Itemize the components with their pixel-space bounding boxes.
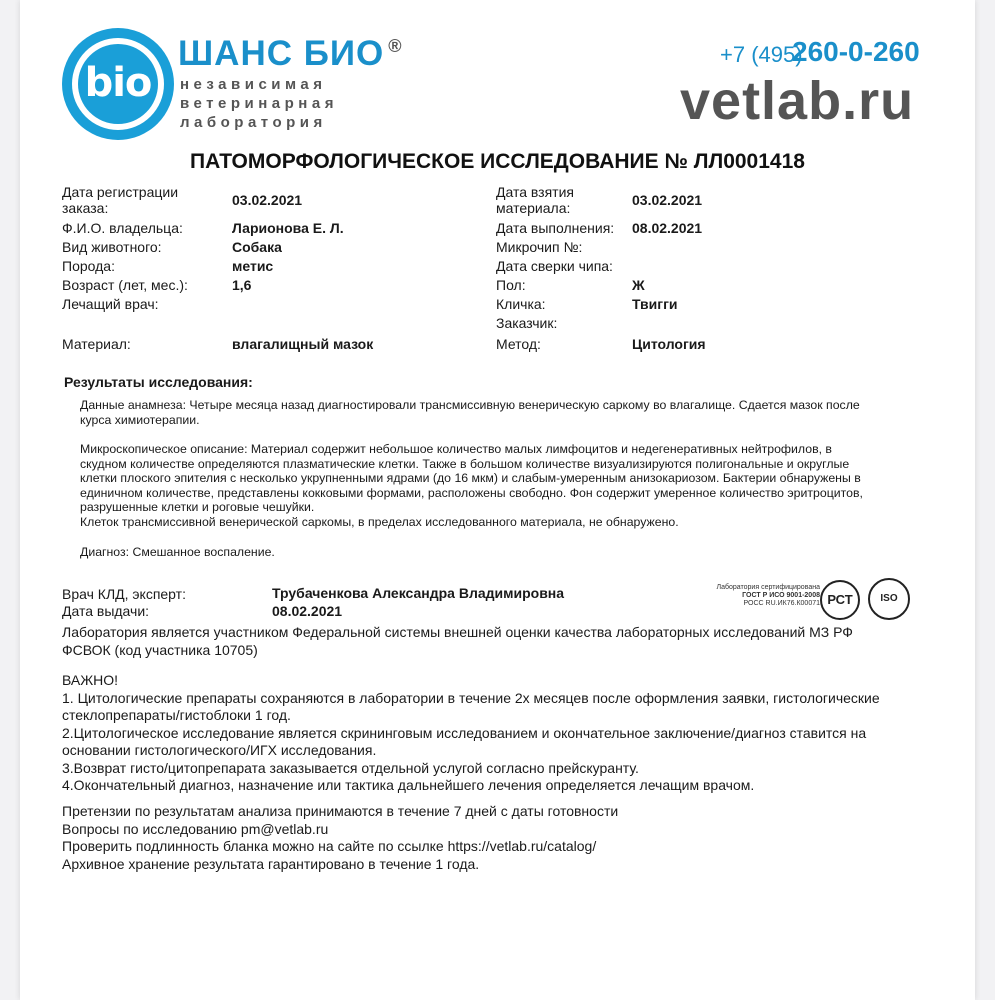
field-value-age: 1,6 xyxy=(232,277,252,293)
pct-certification-icon: РСТ xyxy=(820,580,860,620)
field-value-method: Цитология xyxy=(632,336,706,352)
field-label-sex: Пол: xyxy=(496,277,526,293)
document-sheet xyxy=(20,0,975,1000)
expert-name: Трубаченкова Александра Владимировна xyxy=(272,585,565,601)
important-heading: ВАЖНО! xyxy=(62,672,119,688)
document-title: ПАТОМОРФОЛОГИЧЕСКОЕ ИССЛЕДОВАНИЕ № ЛЛ0001418 xyxy=(190,150,805,173)
field-value-completion-date: 08.02.2021 xyxy=(632,220,703,236)
expert-label: Врач КЛД, эксперт: xyxy=(62,586,186,602)
field-label-customer: Заказчик: xyxy=(496,315,558,331)
anamnesis-paragraph: Данные анамнеза: Четыре месяца назад диагностировали трансмиссивную венерическую саркому во влагалище. Сдается мазок после курса химиотерапии. xyxy=(80,398,860,427)
field-label-chip-check-date: Дата сверки чипа: xyxy=(496,258,613,274)
field-label-microchip: Микрочип №: xyxy=(496,239,583,255)
tagline-line-2: ветеринарная xyxy=(180,95,338,112)
logo-text: bio xyxy=(84,60,152,106)
bio-logo-icon xyxy=(62,28,174,140)
tagline-line-3: лаборатория xyxy=(180,114,327,131)
phone-number: 260-0-260 xyxy=(792,36,920,67)
field-value-sampling-date: 03.02.2021 xyxy=(632,192,703,208)
diagnosis: Диагноз: Смешанное воспаление. xyxy=(80,545,275,559)
certification-text: Лаборатория сертифицирована ГОСТ Р ИСО 9001-2008 РОСС RU.ИК76.К00071 xyxy=(716,584,820,607)
tagline-line-1: независимая xyxy=(180,76,327,93)
field-label-sampling-date: Дата взятия материала: xyxy=(496,184,574,216)
field-value-registration-date: 03.02.2021 xyxy=(232,192,303,208)
issue-date-value: 08.02.2021 xyxy=(272,603,343,619)
field-label-age: Возраст (лет, мес.): xyxy=(62,277,188,293)
field-label-pet-name: Кличка: xyxy=(496,296,546,312)
results-heading: Результаты исследования: xyxy=(64,374,253,390)
website: vetlab.ru xyxy=(680,71,915,131)
field-value-owner: Ларионова Е. Л. xyxy=(232,220,344,236)
field-value-sex: Ж xyxy=(632,277,645,293)
microscopic-description: Микроскопическое описание: Материал содержит небольшое количество малых лимфоцитов и недегенеративных нейтрофилов, в скудном количестве определяются плазматические клетки. Также в большом количестве визуализируются полигональные и округлые клетки плоского эпителия с несколько укрупненными ядрами (до 16 мкм) и слабым-умеренным анизокариозом. Бактерии обнаружены в единичном количестве, представлены кокковыми формами, расположены свободно. Фон содержит умеренное количество эритроцитов, разрушенные клетки и роговые чешуйки. Клеток трансмиссивной венерической саркомы, в пределах исследованного материала, не обнаружено. xyxy=(80,442,863,529)
field-value-breed: метис xyxy=(232,258,274,274)
important-notes: ВАЖНО! 1. Цитологические препараты сохраняются в лаборатории в течение 2х месяцев после оформления заявки, гистологические стеклопрепараты/гистоблоки 1 год. 2.Цитологическое исследование является скрининговым исследованием и окончательное заключение/диагноз ставится на основании гистологического/ИГХ исследования. 3.Возврат гисто/цитопрепарата заказывается отдельной услугой согласно прейскуранту. 4.Окончательный диагноз, назначение или тактика дальнейшего лечения определяется лечащим врачом. xyxy=(62,672,942,795)
field-value-pet-name: Твигги xyxy=(632,296,678,312)
field-label-species: Вид животного: xyxy=(62,239,162,255)
field-label-registration-date: Дата регистрации заказа: xyxy=(62,184,179,216)
phone-code: +7 (495) xyxy=(720,42,803,67)
field-label-breed: Порода: xyxy=(62,258,115,274)
registered-mark: ® xyxy=(388,36,403,57)
iso-certification-icon: ISO xyxy=(868,578,910,620)
issue-date-label: Дата выдачи: xyxy=(62,603,150,619)
field-label-method: Метод: xyxy=(496,336,541,352)
field-label-owner: Ф.И.О. владельца: xyxy=(62,220,183,236)
field-label-completion-date: Дата выполнения: xyxy=(496,220,615,236)
field-label-material: Материал: xyxy=(62,336,131,352)
brand-name: ШАНС БИО ® xyxy=(178,34,403,73)
fsvok-notice: Лаборатория является участником Федеральной системы внешней оценки качества лабораторных исследований МЗ РФ ФСВОК (код участника 10705) xyxy=(62,624,853,658)
field-value-species: Собака xyxy=(232,239,282,255)
footer-notes: Претензии по результатам анализа принимаются в течение 7 дней с даты готовности Вопросы по исследованию pm@vetlab.ru Проверить подлинность бланка можно на сайте по ссылке https://vetlab.ru/catalog/ Архивное хранение результата гарантировано в течение 1 года. xyxy=(62,803,619,872)
field-value-material: влагалищный мазок xyxy=(232,336,374,352)
field-label-vet: Лечащий врач: xyxy=(62,296,159,312)
